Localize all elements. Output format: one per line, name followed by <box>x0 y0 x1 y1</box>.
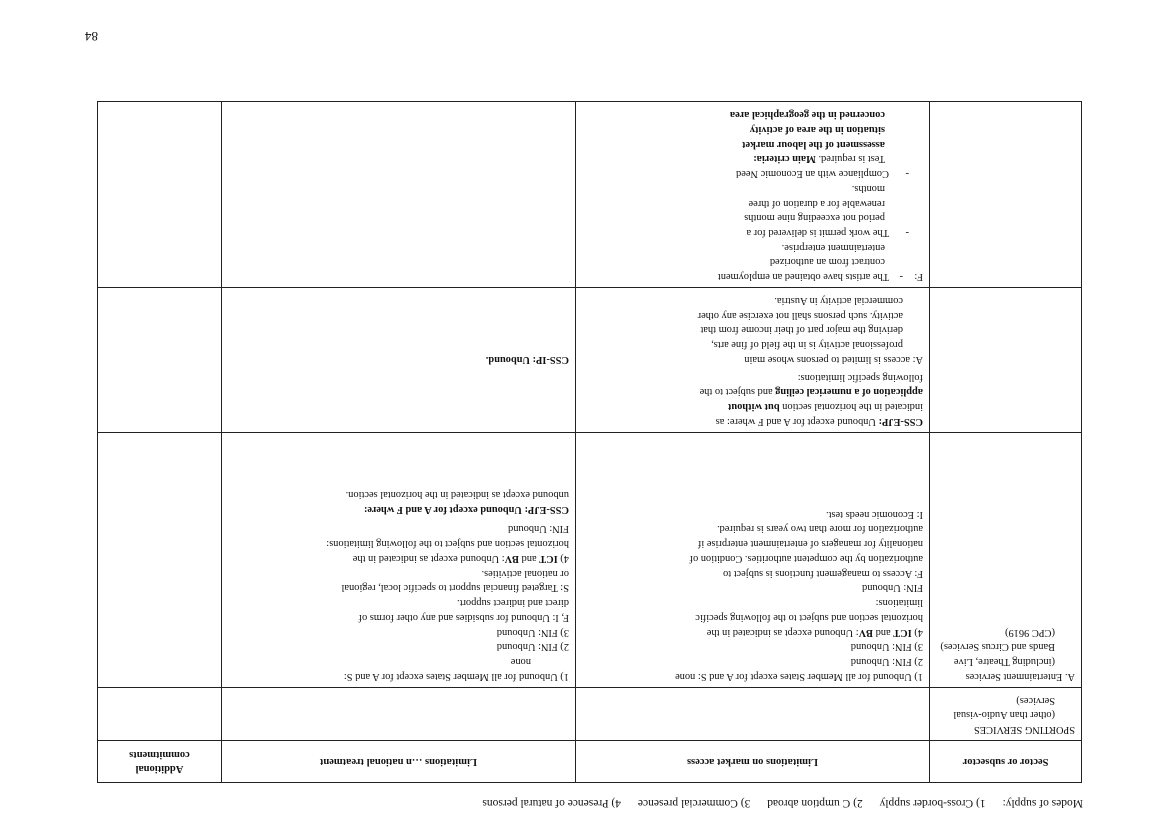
mode-3: 3) Commercial presence <box>637 797 751 809</box>
dash-mark: - <box>899 271 903 283</box>
entertainment-cpc: (CPC 9619) <box>1005 626 1055 638</box>
entertainment-row <box>98 432 1082 687</box>
market-mode-2: 2) FIN: Unbound <box>850 656 923 668</box>
national-mode-4-line2: horizontal section and subject to the following limitations: <box>326 538 569 550</box>
f-dash-2-line3: renewable for a duration of three <box>748 197 885 209</box>
market-mode-4-line3: limitations: <box>875 597 923 609</box>
schedule-table <box>97 101 1082 783</box>
market-mode-4-line2: horizontal section and subject to the following specific <box>695 611 923 623</box>
header-national-treatment: Limitations …n national treatment <box>221 741 575 783</box>
f-dash-3-line5: concerned in the geographical area <box>729 109 885 121</box>
f-dash-3-l2-pre: Test is required. <box>815 153 885 165</box>
a-market-line2: professional activity is in the field of fine arts, <box>711 339 903 351</box>
css-ejp-market-l3-rest: and subject to the <box>699 386 776 398</box>
f-sector-cell <box>929 102 1081 288</box>
national-mode-1-none: none <box>510 656 531 668</box>
f-dash-3-line3: assessment of the labour market <box>742 138 885 150</box>
national-s-line2: or national activities. <box>481 567 569 579</box>
national-mode-1: 1) Unbound for all Member States except for A and S: <box>343 670 569 682</box>
market-mode-4-fin: FIN: Unbound <box>862 582 923 594</box>
css-ejp-market-l3-bold: application of a numerical ceiling <box>775 386 923 398</box>
market-f-line2: authorization by the competent authorities. Condition of <box>689 552 923 564</box>
market-mode-1: 1) Unbound for all Member States except for A and S: none <box>675 670 923 682</box>
header-sector: Sector or subsector <box>929 741 1081 783</box>
f-row <box>98 102 1082 288</box>
css-ip-national: CSS-IP: Unbound. <box>485 353 569 365</box>
f-market-cell <box>575 102 929 288</box>
css-ejp-market-cell <box>575 288 929 433</box>
national-s-line1: S: Targeted financial support to specific local, regional <box>341 582 569 594</box>
f-dash-1-line3: entertainment enterprise. <box>781 241 885 253</box>
f-label: F: <box>914 271 923 283</box>
a-market-line5: commercial activity in Austria. <box>774 294 903 306</box>
market-mode-3: 3) FIN: Unbound <box>850 641 923 653</box>
mode-2: 2) C umption abroad <box>767 797 863 809</box>
a-market-line1: A: access is limited to persons whose main <box>744 353 923 365</box>
national-css-ejp-bold: CSS-EJP: Unbound except for A and F where: <box>363 503 569 515</box>
f-dash-3-line2 <box>582 152 923 166</box>
header-row <box>98 741 1082 783</box>
national-mode-4-label: 4) <box>560 552 569 564</box>
f-dash-2-line4: months. <box>851 182 885 194</box>
css-ejp-market-l2-bold: but without <box>727 401 780 413</box>
css-ejp-market-bold: CSS-EJP: <box>878 415 923 427</box>
f-dash-1-text: The artists have obtained an employment <box>717 271 889 283</box>
css-ejp-market-rest: Unbound except for A and F where: as <box>715 415 879 427</box>
css-ip-national-cell <box>221 288 575 433</box>
market-i-line: I: Economic needs test. <box>826 508 923 520</box>
header-market-access: Limitations on market access <box>575 741 929 783</box>
national-mode-3: 3) FIN: Unbound <box>496 626 569 638</box>
entertainment-market-cell <box>575 432 929 687</box>
header-additional-commitments: Additional commitments <box>98 741 222 783</box>
page-number: 84 <box>85 29 98 44</box>
f-additional-cell <box>98 102 222 288</box>
entertainment-national-cell <box>221 432 575 687</box>
css-ejp-market-l2-pre: indicated in the horizontal section <box>779 401 923 413</box>
entertainment-additional-cell <box>98 432 222 687</box>
modes-of-supply-line <box>468 797 1083 809</box>
sporting-sector-cell <box>929 687 1081 740</box>
market-f-line4: authorization for more than two years is required. <box>716 523 923 535</box>
sporting-sub2: Services) <box>1016 694 1055 706</box>
sporting-row <box>98 687 1082 740</box>
mode-1: 1) Cross-border supply <box>879 797 986 809</box>
national-mode-4-rest: : Unbound except as indicated in the <box>352 552 505 564</box>
css-ejp-market-line4: following specific limitations: <box>797 371 923 383</box>
a-market-line4: activity. such persons shall not exercise any other <box>697 309 903 321</box>
css-ejp-market-line3 <box>582 385 923 399</box>
entertainment-sub1: (including Theatre, Live <box>953 656 1055 668</box>
sporting-market-cell <box>575 687 929 740</box>
css-ejp-sector-cell <box>929 288 1081 433</box>
sporting-national-cell <box>221 687 575 740</box>
f-dash-2-line1: - The work permit is delivered for a <box>582 225 923 239</box>
f-dash-1-line2: contract from an authorized <box>769 256 885 268</box>
national-mode-2: 2) FIN: Unbound <box>496 641 569 653</box>
sporting-sub1: (other than Audio-visual <box>953 709 1055 721</box>
f-dash-2-line2: period not exceeding nine months <box>744 212 885 224</box>
sporting-title: SPORTING SERVICES <box>973 724 1075 735</box>
market-ict: ICT <box>893 626 912 638</box>
sporting-additional-cell <box>98 687 222 740</box>
entertainment-title: A. Entertainment Services <box>965 670 1075 682</box>
national-mode-4 <box>228 551 569 565</box>
market-mode-4-label: 4) <box>914 626 923 638</box>
modes-prefix: Modes of supply: <box>1002 797 1083 809</box>
entertainment-sector-cell <box>929 432 1081 687</box>
css-ejp-additional-cell <box>98 288 222 433</box>
national-mode-4-fin: FIN: Unbound <box>508 523 569 535</box>
national-css-ejp <box>228 502 569 516</box>
national-fi-line2: direct and indirect support. <box>457 597 569 609</box>
f-dash-1-line1 <box>582 269 923 283</box>
f-dash-3-line1: - Compliance with an Economic Need <box>582 166 923 180</box>
market-f-line3: nationality for managers of entertainment enterprise if <box>697 538 923 550</box>
national-and: and <box>519 552 540 564</box>
css-ejp-market-line2 <box>582 399 923 413</box>
national-bv: BV <box>504 552 519 564</box>
a-market-line3: deriving the major part of their income from that <box>700 324 903 336</box>
f-dash-3-line4: situation in the area of activity <box>749 123 885 135</box>
entertainment-sub2: Bands and Circus Services) <box>940 641 1055 653</box>
market-f-line1: F: Access to management functions is subject to <box>723 567 923 579</box>
css-ejp-row <box>98 288 1082 433</box>
f-dash-3-l2-bold: Main criteria: <box>753 153 816 165</box>
market-and: and <box>873 626 894 638</box>
css-ejp-market-line1 <box>582 414 923 428</box>
national-ict: ICT <box>539 552 558 564</box>
national-css-ejp-line2: unbound except as indicated in the horizontal section. <box>345 488 569 500</box>
mode-4: 4) Presence of natural persons <box>482 797 622 809</box>
market-mode-4-rest: : Unbound except as indicated in the <box>706 626 859 638</box>
market-mode-4 <box>582 625 923 639</box>
national-fi-line1: F, I: Unbound for subsidies and any other forms of <box>358 611 569 623</box>
f-national-cell <box>221 102 575 288</box>
market-bv: BV <box>858 626 874 638</box>
